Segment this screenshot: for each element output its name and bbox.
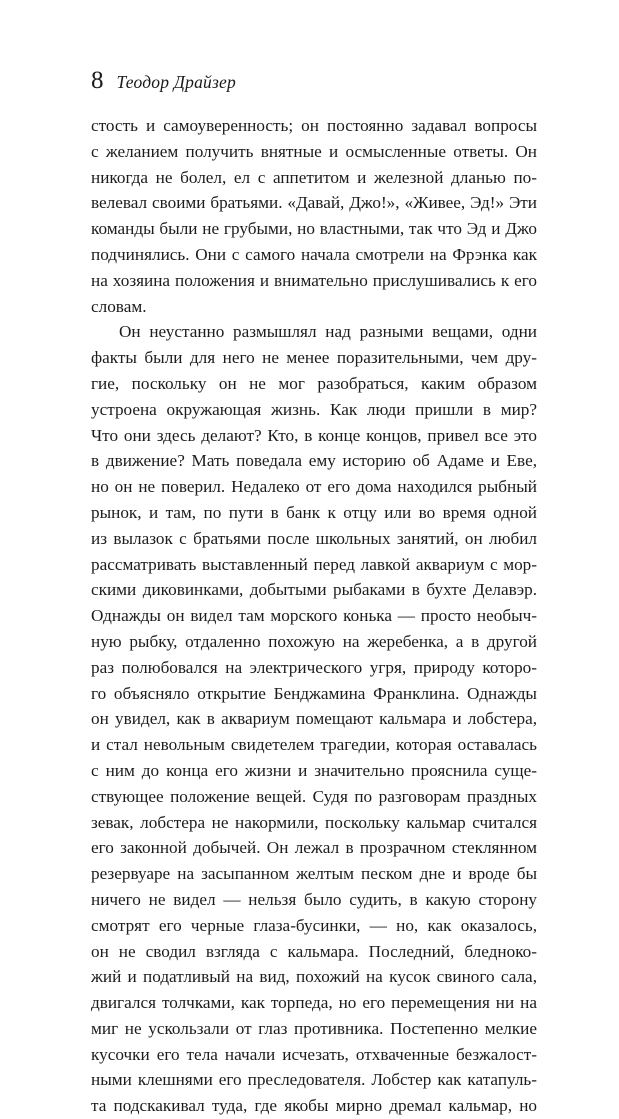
- text-line: ными клешнями его преследователя. Лобстер как катапуль-: [91, 1070, 537, 1090]
- text-line: кусочки его тела начали исчезать, отхваченные безжалост-: [91, 1044, 537, 1064]
- running-title: Теодор Драйзер: [116, 72, 236, 92]
- text-line: его законной добычей. Он лежал в прозрачном стеклянном: [91, 838, 537, 858]
- text-line: на хозяина положения и внимательно прислушивались к его: [91, 270, 537, 290]
- text-line: из вылазок с братьями после школьных занятий, он любил: [91, 528, 537, 548]
- text-line: рассматривать выставленный перед лавкой аквариум с мор-: [91, 554, 537, 574]
- text-line: резервуаре на засыпанном желтым песком дне и вроде бы: [91, 864, 537, 884]
- body-text: [91, 113, 537, 1119]
- text-line: гие, поскольку он не мог разобраться, каким образом: [91, 373, 537, 393]
- text-line: стость и самоуверенность; он постоянно задавал вопросы: [91, 116, 537, 135]
- text-line: Что они здесь делают? Кто, в конце концов, привел все это: [91, 425, 537, 445]
- running-head: [91, 66, 236, 96]
- text-line: подчинялись. Они с самого начала смотрели на Фрэнка как: [91, 244, 537, 264]
- text-line: миг не ускользали от глаз противника. Постепенно мелкие: [91, 1018, 537, 1038]
- text-line: та подскакивал туда, где якобы мирно дремал кальмар, но: [91, 1096, 537, 1116]
- page-number: 8: [91, 67, 104, 94]
- text-line: го объясняло открытие Бенджамина Франклина. Однажды: [91, 683, 537, 703]
- text-line: но он не поверил. Недалеко от его дома находился рыбный: [91, 477, 537, 497]
- text-line: факты были для него не менее поразительными, чем дру-: [91, 348, 537, 368]
- text-line: раз полюбовался на электрического угря, природу которо-: [91, 657, 537, 677]
- text-line: зевак, лобстера не накормили, поскольку кальмар считался: [91, 812, 537, 832]
- text-line: с желанием получить внятные и осмысленные ответы. Он: [91, 141, 537, 161]
- text-line: Он неустанно размышлял над разными вещами, одни: [119, 322, 537, 342]
- text-line: он увидел, как в аквариум помещают кальмара и лобстера,: [91, 709, 537, 729]
- text-line: устроена окружающая жизнь. Как люди пришли в мир?: [91, 399, 537, 419]
- text-line: ную рыбку, отдаленно похожую на жеребенка, а в другой: [91, 631, 537, 651]
- text-line: двигался толчками, как торпеда, но его перемещения ни на: [91, 993, 537, 1013]
- text-line: велевал своими братьями. «Давай, Джо!», «Живее, Эд!» Эти: [91, 193, 537, 213]
- text-line: смотрят его черные глаза-бусинки, — но, как оказалось,: [91, 915, 537, 935]
- text-line: с ним до конца его жизни и значительно прояснила суще-: [91, 760, 537, 780]
- text-line: он не сводил взгляда с кальмара. Последний, бледноко-: [91, 941, 537, 961]
- text-line: ствующее положение вещей. Судя по разговорам праздных: [91, 786, 537, 806]
- text-line: в движение? Мать поведала ему историю об Адаме и Еве,: [91, 451, 537, 471]
- text-line: жий и податливый на вид, похожий на кусок свиного сала,: [91, 967, 537, 987]
- text-line: скими диковинками, добытыми рыбаками в бухте Делавэр.: [91, 580, 537, 600]
- text-line: Однажды он видел там морского конька — просто необыч-: [91, 606, 537, 626]
- text-line: словам.: [91, 296, 147, 316]
- text-line: рынок, и там, по пути в банк к отцу или во время одной: [91, 502, 537, 522]
- text-line: никогда не болел, ел с аппетитом и железной дланью по-: [91, 167, 537, 187]
- text-line: и стал невольным свидетелем трагедии, которая оставалась: [91, 735, 537, 755]
- text-line: ничего не видел — нельзя было судить, в какую сторону: [91, 889, 537, 909]
- text-line: команды были не грубыми, но властными, так что Эд и Джо: [91, 219, 537, 239]
